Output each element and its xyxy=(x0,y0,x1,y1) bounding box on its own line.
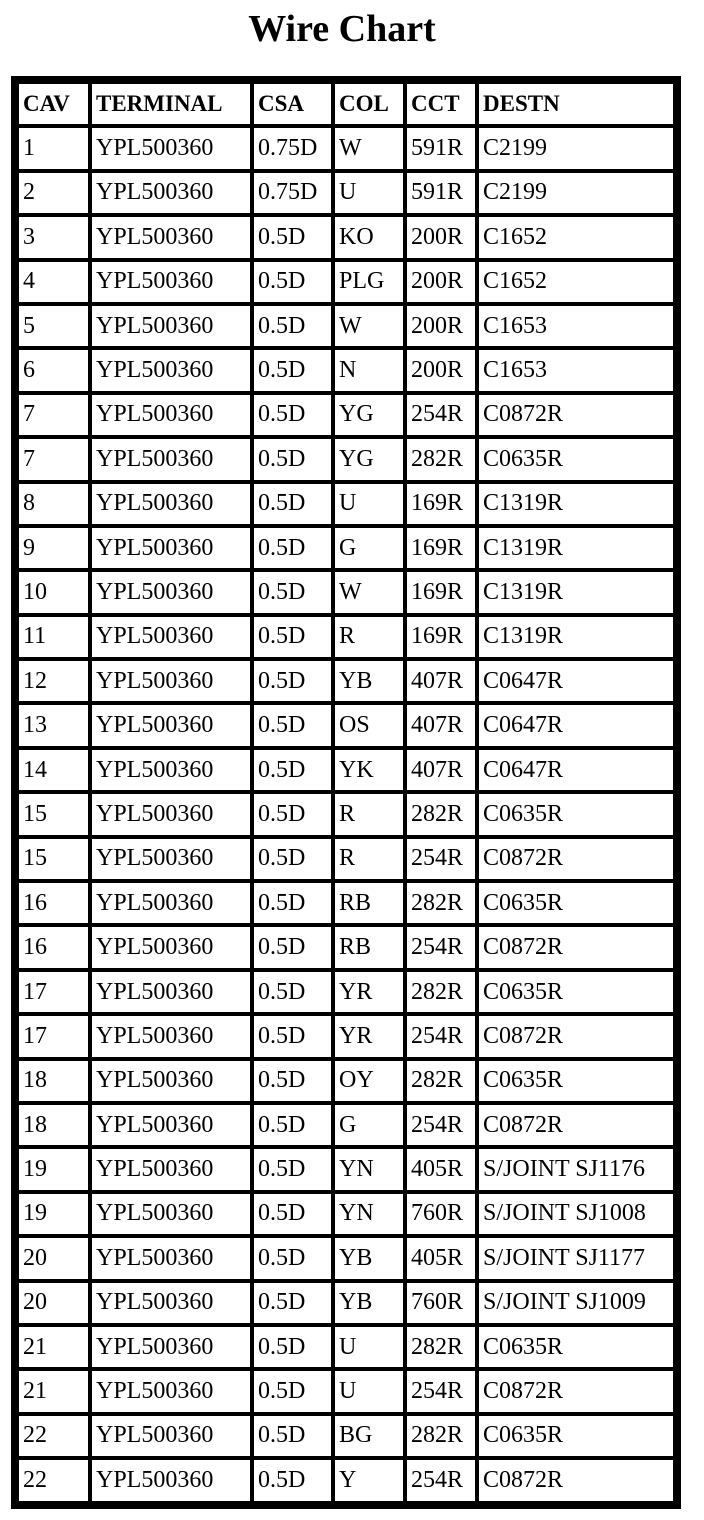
cell-cav: 17 xyxy=(19,1016,88,1056)
cell-csa: 0.5D xyxy=(254,484,331,524)
cell-destn: C1653 xyxy=(479,350,673,390)
cell-destn: S/JOINT SJ1176 xyxy=(479,1149,673,1189)
cell-terminal: YPL500360 xyxy=(92,972,250,1012)
cell-cav: 11 xyxy=(19,617,88,657)
cell-cct: 254R xyxy=(407,1460,475,1500)
cell-cct: 169R xyxy=(407,484,475,524)
table-row xyxy=(19,1061,673,1101)
cell-terminal: YPL500360 xyxy=(92,1061,250,1101)
cell-cct: 282R xyxy=(407,439,475,479)
cell-cct: 254R xyxy=(407,1105,475,1145)
wire-chart-table xyxy=(11,76,681,1509)
cell-csa: 0.5D xyxy=(254,306,331,346)
cell-cct: 760R xyxy=(407,1283,475,1323)
cell-col: YK xyxy=(335,750,403,790)
cell-col: U xyxy=(335,173,403,213)
cell-cav: 9 xyxy=(19,528,88,568)
cell-col: PLG xyxy=(335,262,403,302)
table-row xyxy=(19,262,673,302)
cell-csa: 0.5D xyxy=(254,794,331,834)
cell-cct: 591R xyxy=(407,173,475,213)
cell-cav: 13 xyxy=(19,705,88,745)
table-row xyxy=(19,1283,673,1323)
cell-col: RB xyxy=(335,927,403,967)
cell-cct: 169R xyxy=(407,617,475,657)
table-row xyxy=(19,1238,673,1278)
cell-cav: 4 xyxy=(19,262,88,302)
table-row xyxy=(19,1327,673,1367)
table-body xyxy=(19,128,673,1500)
table-row xyxy=(19,794,673,834)
cell-destn: C2199 xyxy=(479,173,673,213)
cell-col: YN xyxy=(335,1194,403,1234)
cell-cct: 282R xyxy=(407,1327,475,1367)
cell-cct: 254R xyxy=(407,927,475,967)
cell-col: OS xyxy=(335,705,403,745)
table-row xyxy=(19,439,673,479)
cell-destn: C0635R xyxy=(479,883,673,923)
cell-destn: C0647R xyxy=(479,750,673,790)
cell-csa: 0.5D xyxy=(254,839,331,879)
cell-csa: 0.75D xyxy=(254,173,331,213)
cell-cct: 200R xyxy=(407,217,475,257)
table-row xyxy=(19,1105,673,1145)
table-row xyxy=(19,1016,673,1056)
header-destn: DESTN xyxy=(479,84,673,124)
cell-destn: C0635R xyxy=(479,1061,673,1101)
cell-cct: 591R xyxy=(407,128,475,168)
cell-cct: 254R xyxy=(407,839,475,879)
cell-destn: C0635R xyxy=(479,794,673,834)
cell-cct: 407R xyxy=(407,750,475,790)
table-row xyxy=(19,350,673,390)
cell-csa: 0.5D xyxy=(254,262,331,302)
cell-col: G xyxy=(335,1105,403,1145)
cell-cav: 18 xyxy=(19,1105,88,1145)
cell-cav: 3 xyxy=(19,217,88,257)
cell-cav: 15 xyxy=(19,839,88,879)
cell-destn: C0872R xyxy=(479,927,673,967)
cell-cav: 8 xyxy=(19,484,88,524)
cell-cct: 405R xyxy=(407,1238,475,1278)
cell-col: YR xyxy=(335,972,403,1012)
table-row xyxy=(19,484,673,524)
cell-col: R xyxy=(335,839,403,879)
cell-cct: 282R xyxy=(407,794,475,834)
header-cct: CCT xyxy=(407,84,475,124)
cell-terminal: YPL500360 xyxy=(92,705,250,745)
cell-csa: 0.5D xyxy=(254,439,331,479)
cell-destn: C0635R xyxy=(479,1327,673,1367)
cell-col: N xyxy=(335,350,403,390)
cell-csa: 0.5D xyxy=(254,883,331,923)
cell-terminal: YPL500360 xyxy=(92,350,250,390)
cell-cav: 1 xyxy=(19,128,88,168)
cell-cct: 200R xyxy=(407,306,475,346)
cell-terminal: YPL500360 xyxy=(92,661,250,701)
cell-col: YB xyxy=(335,661,403,701)
table-row xyxy=(19,617,673,657)
cell-cav: 15 xyxy=(19,794,88,834)
cell-destn: C1652 xyxy=(479,262,673,302)
cell-col: YG xyxy=(335,395,403,435)
cell-destn: S/JOINT SJ1008 xyxy=(479,1194,673,1234)
cell-cct: 282R xyxy=(407,1061,475,1101)
cell-cct: 282R xyxy=(407,972,475,1012)
cell-cct: 407R xyxy=(407,705,475,745)
cell-cav: 5 xyxy=(19,306,88,346)
cell-cct: 169R xyxy=(407,572,475,612)
cell-terminal: YPL500360 xyxy=(92,883,250,923)
cell-terminal: YPL500360 xyxy=(92,1238,250,1278)
cell-csa: 0.5D xyxy=(254,1416,331,1456)
cell-csa: 0.5D xyxy=(254,1238,331,1278)
cell-terminal: YPL500360 xyxy=(92,1105,250,1145)
cell-terminal: YPL500360 xyxy=(92,395,250,435)
cell-terminal: YPL500360 xyxy=(92,1149,250,1189)
cell-destn: C1652 xyxy=(479,217,673,257)
cell-cct: 200R xyxy=(407,350,475,390)
cell-cct: 760R xyxy=(407,1194,475,1234)
cell-csa: 0.5D xyxy=(254,1105,331,1145)
cell-cav: 19 xyxy=(19,1194,88,1234)
cell-csa: 0.5D xyxy=(254,217,331,257)
page-title: Wire Chart xyxy=(248,8,436,50)
cell-csa: 0.5D xyxy=(254,1149,331,1189)
cell-cav: 21 xyxy=(19,1371,88,1411)
table-row xyxy=(19,927,673,967)
cell-destn: C2199 xyxy=(479,128,673,168)
cell-destn: C1319R xyxy=(479,484,673,524)
table-row xyxy=(19,395,673,435)
cell-cav: 21 xyxy=(19,1327,88,1367)
cell-col: YG xyxy=(335,439,403,479)
cell-destn: S/JOINT SJ1009 xyxy=(479,1283,673,1323)
cell-csa: 0.5D xyxy=(254,750,331,790)
cell-destn: C0872R xyxy=(479,1460,673,1500)
cell-destn: C1319R xyxy=(479,617,673,657)
table-row xyxy=(19,883,673,923)
cell-cct: 407R xyxy=(407,661,475,701)
cell-cav: 7 xyxy=(19,395,88,435)
cell-csa: 0.5D xyxy=(254,927,331,967)
cell-terminal: YPL500360 xyxy=(92,750,250,790)
cell-terminal: YPL500360 xyxy=(92,306,250,346)
cell-cav: 22 xyxy=(19,1416,88,1456)
cell-terminal: YPL500360 xyxy=(92,1194,250,1234)
table-row xyxy=(19,572,673,612)
header-terminal: TERMINAL xyxy=(92,84,250,124)
cell-col: U xyxy=(335,1327,403,1367)
table-row xyxy=(19,750,673,790)
cell-destn: C0647R xyxy=(479,705,673,745)
cell-cav: 19 xyxy=(19,1149,88,1189)
cell-csa: 0.5D xyxy=(254,395,331,435)
table-header-row xyxy=(19,84,673,124)
cell-col: RB xyxy=(335,883,403,923)
cell-col: KO xyxy=(335,217,403,257)
cell-cct: 169R xyxy=(407,528,475,568)
cell-cct: 282R xyxy=(407,883,475,923)
cell-cct: 254R xyxy=(407,395,475,435)
table-row xyxy=(19,1371,673,1411)
cell-terminal: YPL500360 xyxy=(92,794,250,834)
cell-col: U xyxy=(335,1371,403,1411)
cell-destn: C0872R xyxy=(479,1371,673,1411)
cell-cct: 254R xyxy=(407,1371,475,1411)
cell-col: R xyxy=(335,617,403,657)
cell-cav: 17 xyxy=(19,972,88,1012)
cell-terminal: YPL500360 xyxy=(92,528,250,568)
cell-destn: C1653 xyxy=(479,306,673,346)
cell-cav: 12 xyxy=(19,661,88,701)
cell-col: R xyxy=(335,794,403,834)
table-row xyxy=(19,128,673,168)
cell-destn: C1319R xyxy=(479,572,673,612)
cell-terminal: YPL500360 xyxy=(92,1327,250,1367)
cell-cav: 16 xyxy=(19,883,88,923)
cell-destn: C0872R xyxy=(479,395,673,435)
cell-col: YB xyxy=(335,1283,403,1323)
cell-col: W xyxy=(335,128,403,168)
cell-destn: C0635R xyxy=(479,1416,673,1456)
cell-cct: 282R xyxy=(407,1416,475,1456)
cell-col: W xyxy=(335,306,403,346)
cell-csa: 0.5D xyxy=(254,572,331,612)
cell-cav: 10 xyxy=(19,572,88,612)
cell-cav: 20 xyxy=(19,1283,88,1323)
cell-col: W xyxy=(335,572,403,612)
cell-csa: 0.5D xyxy=(254,1460,331,1500)
cell-col: OY xyxy=(335,1061,403,1101)
cell-cav: 22 xyxy=(19,1460,88,1500)
cell-terminal: YPL500360 xyxy=(92,484,250,524)
table-row xyxy=(19,173,673,213)
header-cav: CAV xyxy=(19,84,88,124)
cell-csa: 0.5D xyxy=(254,705,331,745)
cell-terminal: YPL500360 xyxy=(92,1371,250,1411)
cell-terminal: YPL500360 xyxy=(92,927,250,967)
cell-destn: C1319R xyxy=(479,528,673,568)
cell-cav: 16 xyxy=(19,927,88,967)
table-row xyxy=(19,217,673,257)
cell-terminal: YPL500360 xyxy=(92,1460,250,1500)
cell-col: YN xyxy=(335,1149,403,1189)
table-row xyxy=(19,705,673,745)
cell-col: YB xyxy=(335,1238,403,1278)
cell-col: BG xyxy=(335,1416,403,1456)
cell-csa: 0.5D xyxy=(254,661,331,701)
cell-destn: C0872R xyxy=(479,1105,673,1145)
cell-destn: S/JOINT SJ1177 xyxy=(479,1238,673,1278)
cell-destn: C0635R xyxy=(479,972,673,1012)
cell-cav: 14 xyxy=(19,750,88,790)
table-row xyxy=(19,528,673,568)
cell-csa: 0.5D xyxy=(254,1371,331,1411)
cell-csa: 0.5D xyxy=(254,1016,331,1056)
cell-terminal: YPL500360 xyxy=(92,572,250,612)
header-csa: CSA xyxy=(254,84,331,124)
cell-cav: 18 xyxy=(19,1061,88,1101)
cell-destn: C0635R xyxy=(479,439,673,479)
cell-destn: C0872R xyxy=(479,839,673,879)
cell-terminal: YPL500360 xyxy=(92,173,250,213)
cell-cav: 7 xyxy=(19,439,88,479)
cell-terminal: YPL500360 xyxy=(92,617,250,657)
table-row xyxy=(19,1460,673,1500)
cell-csa: 0.5D xyxy=(254,1327,331,1367)
table-row xyxy=(19,306,673,346)
cell-cct: 254R xyxy=(407,1016,475,1056)
cell-csa: 0.5D xyxy=(254,617,331,657)
cell-cct: 200R xyxy=(407,262,475,302)
cell-terminal: YPL500360 xyxy=(92,128,250,168)
cell-terminal: YPL500360 xyxy=(92,262,250,302)
cell-terminal: YPL500360 xyxy=(92,439,250,479)
cell-destn: C0872R xyxy=(479,1016,673,1056)
cell-cav: 6 xyxy=(19,350,88,390)
cell-col: YR xyxy=(335,1016,403,1056)
cell-cav: 2 xyxy=(19,173,88,213)
cell-csa: 0.5D xyxy=(254,1061,331,1101)
header-col: COL xyxy=(335,84,403,124)
table-row xyxy=(19,1149,673,1189)
cell-csa: 0.5D xyxy=(254,350,331,390)
cell-col: G xyxy=(335,528,403,568)
cell-csa: 0.5D xyxy=(254,1283,331,1323)
cell-terminal: YPL500360 xyxy=(92,1283,250,1323)
table-row xyxy=(19,1416,673,1456)
cell-terminal: YPL500360 xyxy=(92,1416,250,1456)
table-row xyxy=(19,661,673,701)
cell-csa: 0.5D xyxy=(254,1194,331,1234)
table-row xyxy=(19,972,673,1012)
cell-cct: 405R xyxy=(407,1149,475,1189)
cell-col: Y xyxy=(335,1460,403,1500)
cell-cav: 20 xyxy=(19,1238,88,1278)
cell-destn: C0647R xyxy=(479,661,673,701)
cell-csa: 0.5D xyxy=(254,528,331,568)
cell-terminal: YPL500360 xyxy=(92,217,250,257)
table-row xyxy=(19,1194,673,1234)
cell-terminal: YPL500360 xyxy=(92,839,250,879)
cell-csa: 0.75D xyxy=(254,128,331,168)
cell-col: U xyxy=(335,484,403,524)
cell-csa: 0.5D xyxy=(254,972,331,1012)
table-row xyxy=(19,839,673,879)
cell-terminal: YPL500360 xyxy=(92,1016,250,1056)
